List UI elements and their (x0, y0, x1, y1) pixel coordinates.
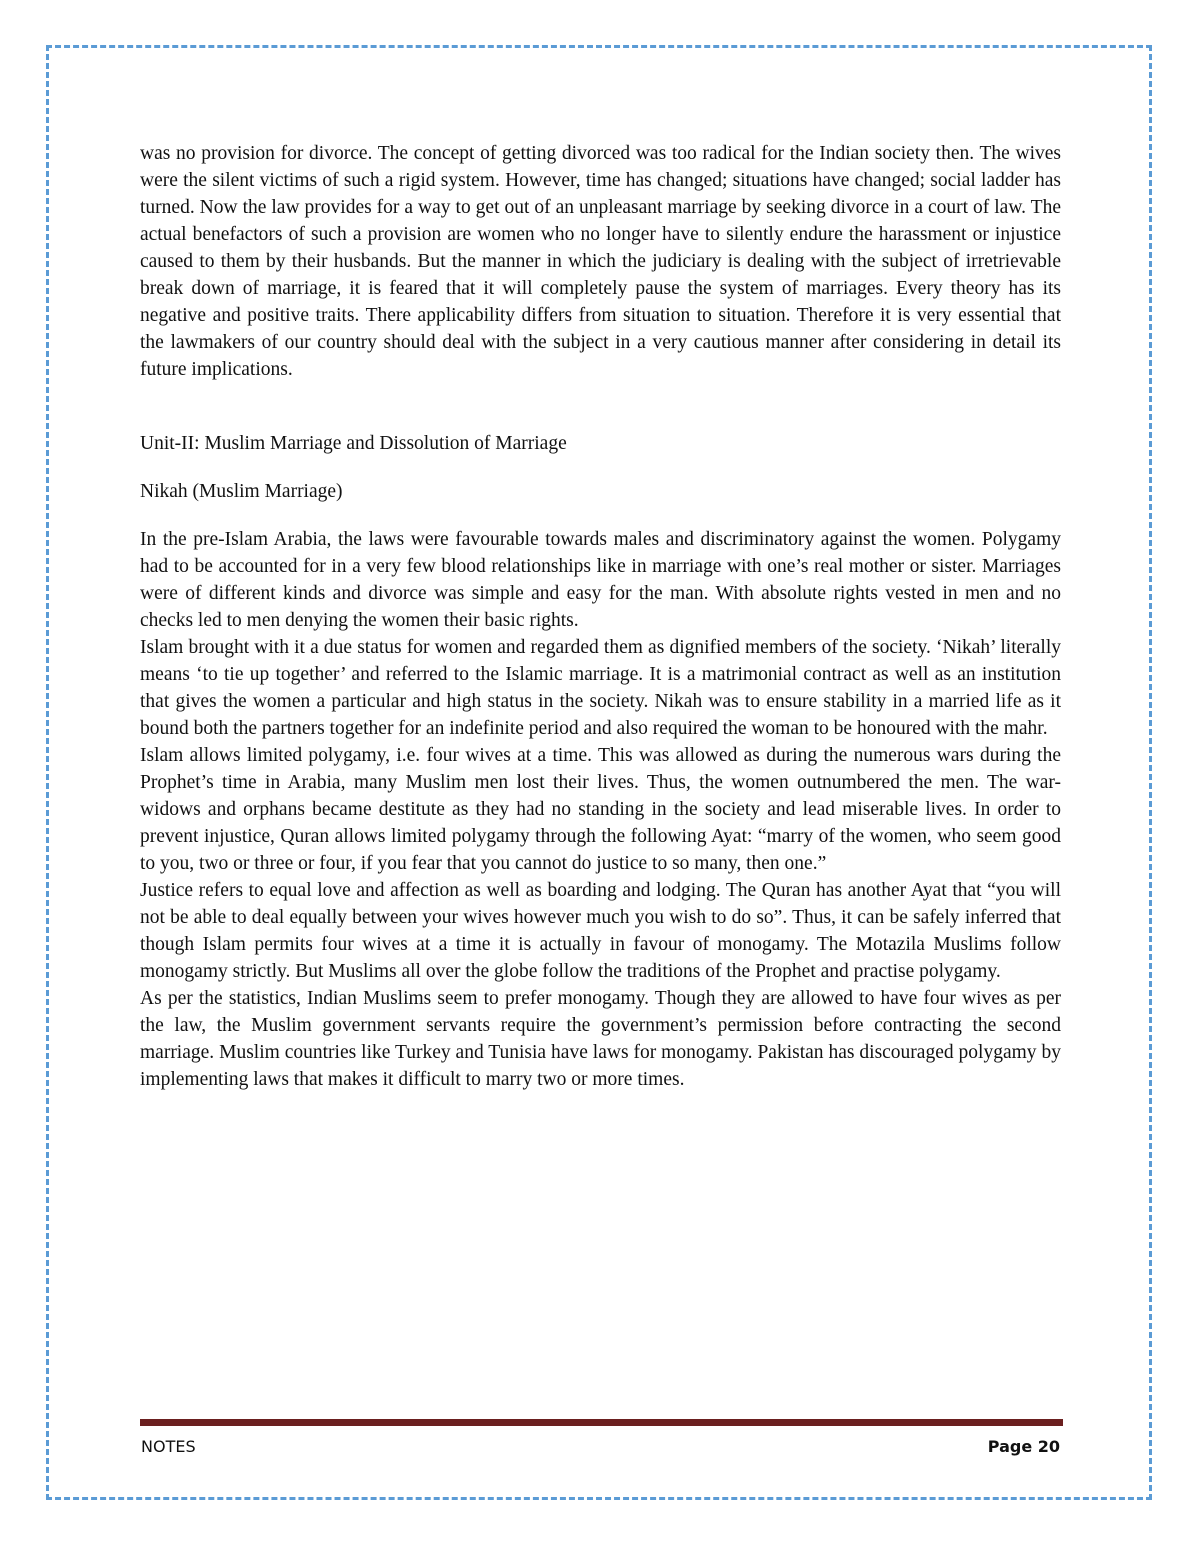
paragraph-islam-status-women: Islam brought with it a due status for women and regarded them as dignified members of the society. ‘Nikah’ literally means ‘to tie up together’ and referred to the Islamic marriage. It is a matrimonial contract as well as an institution that gives the women a particular and high status in the society. Nikah was to ensure stability in a married life as it bound both the partners together for an indefinite period and also required the woman to be honoured with the mahr. (140, 637, 1061, 739)
footer-notes-label: NOTES (141, 1437, 196, 1456)
paragraph-limited-polygamy: Islam allows limited polygamy, i.e. four wives at a time. This was allowed as during the numerous wars during the Prophet’s time in Arabia, many Muslim men lost their lives. Thus, the women outnumbered the men. The war-widows and orphans became destitute as they had no standing in the society and lead miserable lives. In order to prevent injustice, Quran allows limited polygamy through the following Ayat: “marry of the women, who seem good to you, two or three or four, if you fear that you cannot do justice to so many, then one.” (140, 745, 1061, 874)
paragraph-statistics: As per the statistics, Indian Muslims seem to prefer monogamy. Though they are allowed to have four wives as per the law, the Muslim government servants require the government’s permission before contracting the second marriage. Muslim countries like Turkey and Tunisia have laws for monogamy. Pakistan has discouraged polygamy by implementing laws that makes it difficult to marry two or more times. (140, 988, 1061, 1090)
unit-heading: Unit-II: Muslim Marriage and Dissolution of Marriage (140, 433, 567, 454)
document-body (140, 140, 1061, 1093)
footer-rule (140, 1419, 1063, 1426)
paragraph-pre-islam-arabia: In the pre-Islam Arabia, the laws were favourable towards males and discriminatory against the women. Polygamy had to be accounted for in a very few blood relationships like in marriage with one’s real mother or sister. Marriages were of different kinds and divorce was simple and easy for the man. With absolute rights vested in men and no checks led to men denying the women their basic rights. (140, 529, 1061, 631)
paragraph-divorce-conclusion: was no provision for divorce. The concept of getting divorced was too radical for the Indian society then. The wives were the silent victims of such a rigid system. However, time has changed; situations have changed; social ladder has turned. Now the law provides for a way to get out of an unpleasant marriage by seeking divorce in a court of law. The actual benefactors of such a provision are women who no longer have to silently endure the harassment or injustice caused to them by their husbands. But the manner in which the judiciary is dealing with the subject of irretrievable break down of marriage, it is feared that it will completely pause the system of marriages. Every theory has its negative and positive traits. There applicability differs from situation to situation. Therefore it is very essential that the lawmakers of our country should deal with the subject in a very cautious manner after considering in detail its future implications. (140, 143, 1061, 380)
paragraph-justice: Justice refers to equal love and affection as well as boarding and lodging. The Quran has another Ayat that “you will not be able to deal equally between your wives however much you wish to do so”. Thus, it can be safely inferred that though Islam permits four wives at a time it is actually in favour of monogamy. The Motazila Muslims follow monogamy strictly. But Muslims all over the globe follow the traditions of the Prophet and practise polygamy. (140, 880, 1061, 982)
spacer (140, 505, 1061, 526)
spacer (140, 457, 1061, 478)
section-heading: Nikah (Muslim Marriage) (140, 481, 343, 502)
page-number: Page 20 (987, 1437, 1060, 1456)
spacer (140, 383, 1061, 430)
